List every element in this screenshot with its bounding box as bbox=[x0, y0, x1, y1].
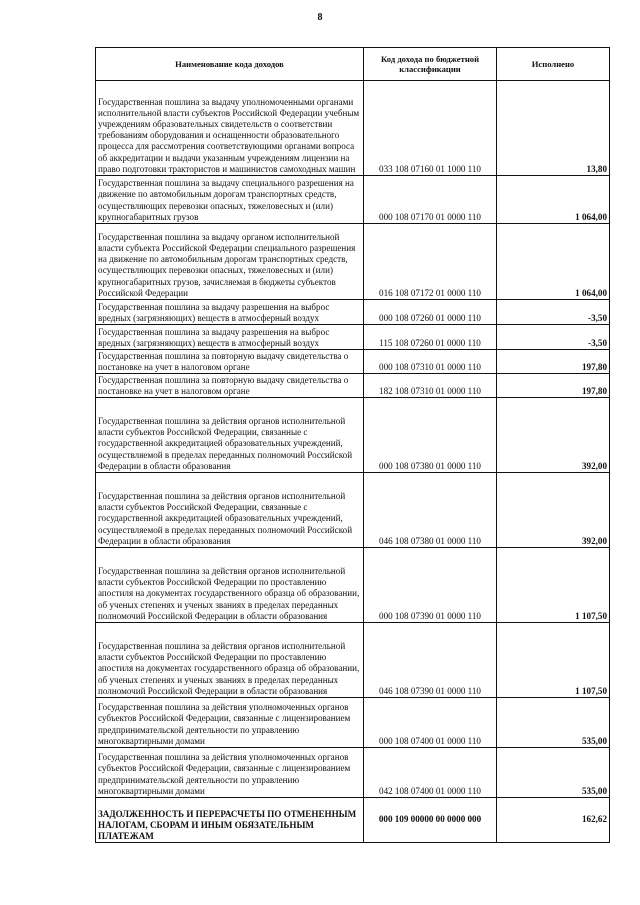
row-amount: 535,00 bbox=[497, 698, 610, 748]
row-name: Государственная пошлина за повторную выдачу свидетельства о постановке на учет в налоговом органе bbox=[96, 350, 364, 374]
table-row bbox=[96, 473, 610, 548]
row-amount: 1 064,00 bbox=[497, 176, 610, 224]
table-row bbox=[96, 350, 610, 374]
row-name: Государственная пошлина за выдачу разрешения на выброс вредных (загрязняющих) веществ в атмосферный воздух bbox=[96, 325, 364, 350]
row-code: 000 108 07310 01 0000 110 bbox=[364, 350, 497, 374]
row-amount: -3,50 bbox=[497, 300, 610, 325]
row-amount: 197,80 bbox=[497, 374, 610, 398]
table-row-total bbox=[96, 798, 610, 843]
row-amount: 1 107,50 bbox=[497, 548, 610, 623]
row-amount: 392,00 bbox=[497, 398, 610, 473]
row-amount: -3,50 bbox=[497, 325, 610, 350]
row-code: 046 108 07380 01 0000 110 bbox=[364, 473, 497, 548]
table-row bbox=[96, 224, 610, 300]
revenue-table bbox=[95, 47, 610, 843]
table-row bbox=[96, 548, 610, 623]
row-name: Государственная пошлина за выдачу разрешения на выброс вредных (загрязняющих) веществ в атмосферный воздух bbox=[96, 300, 364, 325]
row-amount: 197,80 bbox=[497, 350, 610, 374]
page-number: 8 bbox=[317, 12, 323, 23]
row-code: 033 108 07160 01 1000 110 bbox=[364, 81, 497, 176]
row-name: ЗАДОЛЖЕННОСТЬ И ПЕРЕРАСЧЕТЫ ПО ОТМЕНЕННЫМ НАЛОГАМ, СБОРАМ И ИНЫМ ОБЯЗАТЕЛЬНЫМ ПЛАТЕЖАМ bbox=[96, 798, 364, 843]
row-name: Государственная пошлина за выдачу уполномоченными органами исполнительной власти субъектов Российской Федерации учебным учреждениям образовательных свидетельств о соответствии требованиям оборудования и оснащенности образовательного процесса для рассмотрения соответствующими органами вопроса об аккредитации и выдачи указанным учреждениям лицензии на право подготовки трактористов и машинистов самоходных машин bbox=[96, 81, 364, 176]
row-code: 000 108 07400 01 0000 110 bbox=[364, 698, 497, 748]
row-code: 182 108 07310 01 0000 110 bbox=[364, 374, 497, 398]
row-name: Государственная пошлина за действия уполномоченных органов субъектов Российской Федерации, связанные с лицензированием предпринимательской деятельности по управлению многоквартирными домами bbox=[96, 698, 364, 748]
row-name: Государственная пошлина за действия органов исполнительной власти субъектов Российской Федерации, связанные с государственной аккредитацией образовательных учреждений, осуществляемой в пределах переданных полномочий Российской Федерации в области образования bbox=[96, 398, 364, 473]
row-code: 000 108 07390 01 0000 110 bbox=[364, 548, 497, 623]
table-row bbox=[96, 300, 610, 325]
table-row bbox=[96, 81, 610, 176]
row-amount: 535,00 bbox=[497, 748, 610, 798]
table-row bbox=[96, 698, 610, 748]
row-name: Государственная пошлина за действия органов исполнительной власти субъектов Российской Федерации, связанные с государственной аккредитацией образовательных учреждений, осуществляемой в пределах переданных полномочий Российской Федерации в области образования bbox=[96, 473, 364, 548]
table-row bbox=[96, 325, 610, 350]
header-name: Наименование кода доходов bbox=[96, 48, 364, 81]
table-row bbox=[96, 374, 610, 398]
row-name: Государственная пошлина за действия органов исполнительной власти субъектов Российской Федерации по проставлению апостиля на документах государственного образца об образовании, об ученых степенях и ученых званиях в пределах переданных полномочий Российской Федерации в области образования bbox=[96, 623, 364, 698]
row-name: Государственная пошлина за действия уполномоченных органов субъектов Российской Федерации, связанные с лицензированием предпринимательской деятельности по управлению многоквартирными домами bbox=[96, 748, 364, 798]
row-amount: 1 107,50 bbox=[497, 623, 610, 698]
table-row bbox=[96, 748, 610, 798]
row-amount: 13,80 bbox=[497, 81, 610, 176]
header-code: Код дохода по бюджетной классификации bbox=[364, 48, 497, 81]
table-row bbox=[96, 623, 610, 698]
row-amount: 392,00 bbox=[497, 473, 610, 548]
row-code: 000 109 00000 00 0000 000 bbox=[364, 798, 497, 843]
row-name: Государственная пошлина за действия органов исполнительной власти субъектов Российской Федерации по проставлению апостиля на документах государственного образца об образовании, об ученых степенях и ученых званиях в пределах переданных полномочий Российской Федерации в области образования bbox=[96, 548, 364, 623]
row-code: 000 108 07170 01 0000 110 bbox=[364, 176, 497, 224]
row-name: Государственная пошлина за выдачу органом исполнительной власти субъекта Российской Федерации специального разрешения на движение по автомобильным дорогам транспортных средств, осуществляющих перевозки опасных, тяжеловесных и (или) крупногабаритных грузов, зачисляемая в бюджеты субъектов Российской Федерации bbox=[96, 224, 364, 300]
table-row bbox=[96, 398, 610, 473]
row-amount: 162,62 bbox=[497, 798, 610, 843]
row-code: 042 108 07400 01 0000 110 bbox=[364, 748, 497, 798]
row-code: 000 108 07380 01 0000 110 bbox=[364, 398, 497, 473]
row-name: Государственная пошлина за выдачу специального разрешения на движение по автомобильным дорогам транспортных средств, осуществляющих перевозки опасных, тяжеловесных и (или) крупногабаритных грузов bbox=[96, 176, 364, 224]
row-code: 000 108 07260 01 0000 110 bbox=[364, 300, 497, 325]
table-header-row bbox=[96, 48, 610, 81]
header-amount: Исполнено bbox=[497, 48, 610, 81]
row-name: Государственная пошлина за повторную выдачу свидетельства о постановке на учет в налоговом органе bbox=[96, 374, 364, 398]
row-code: 046 108 07390 01 0000 110 bbox=[364, 623, 497, 698]
row-code: 115 108 07260 01 0000 110 bbox=[364, 325, 497, 350]
row-amount: 1 064,00 bbox=[497, 224, 610, 300]
row-code: 016 108 07172 01 0000 110 bbox=[364, 224, 497, 300]
table-row bbox=[96, 176, 610, 224]
